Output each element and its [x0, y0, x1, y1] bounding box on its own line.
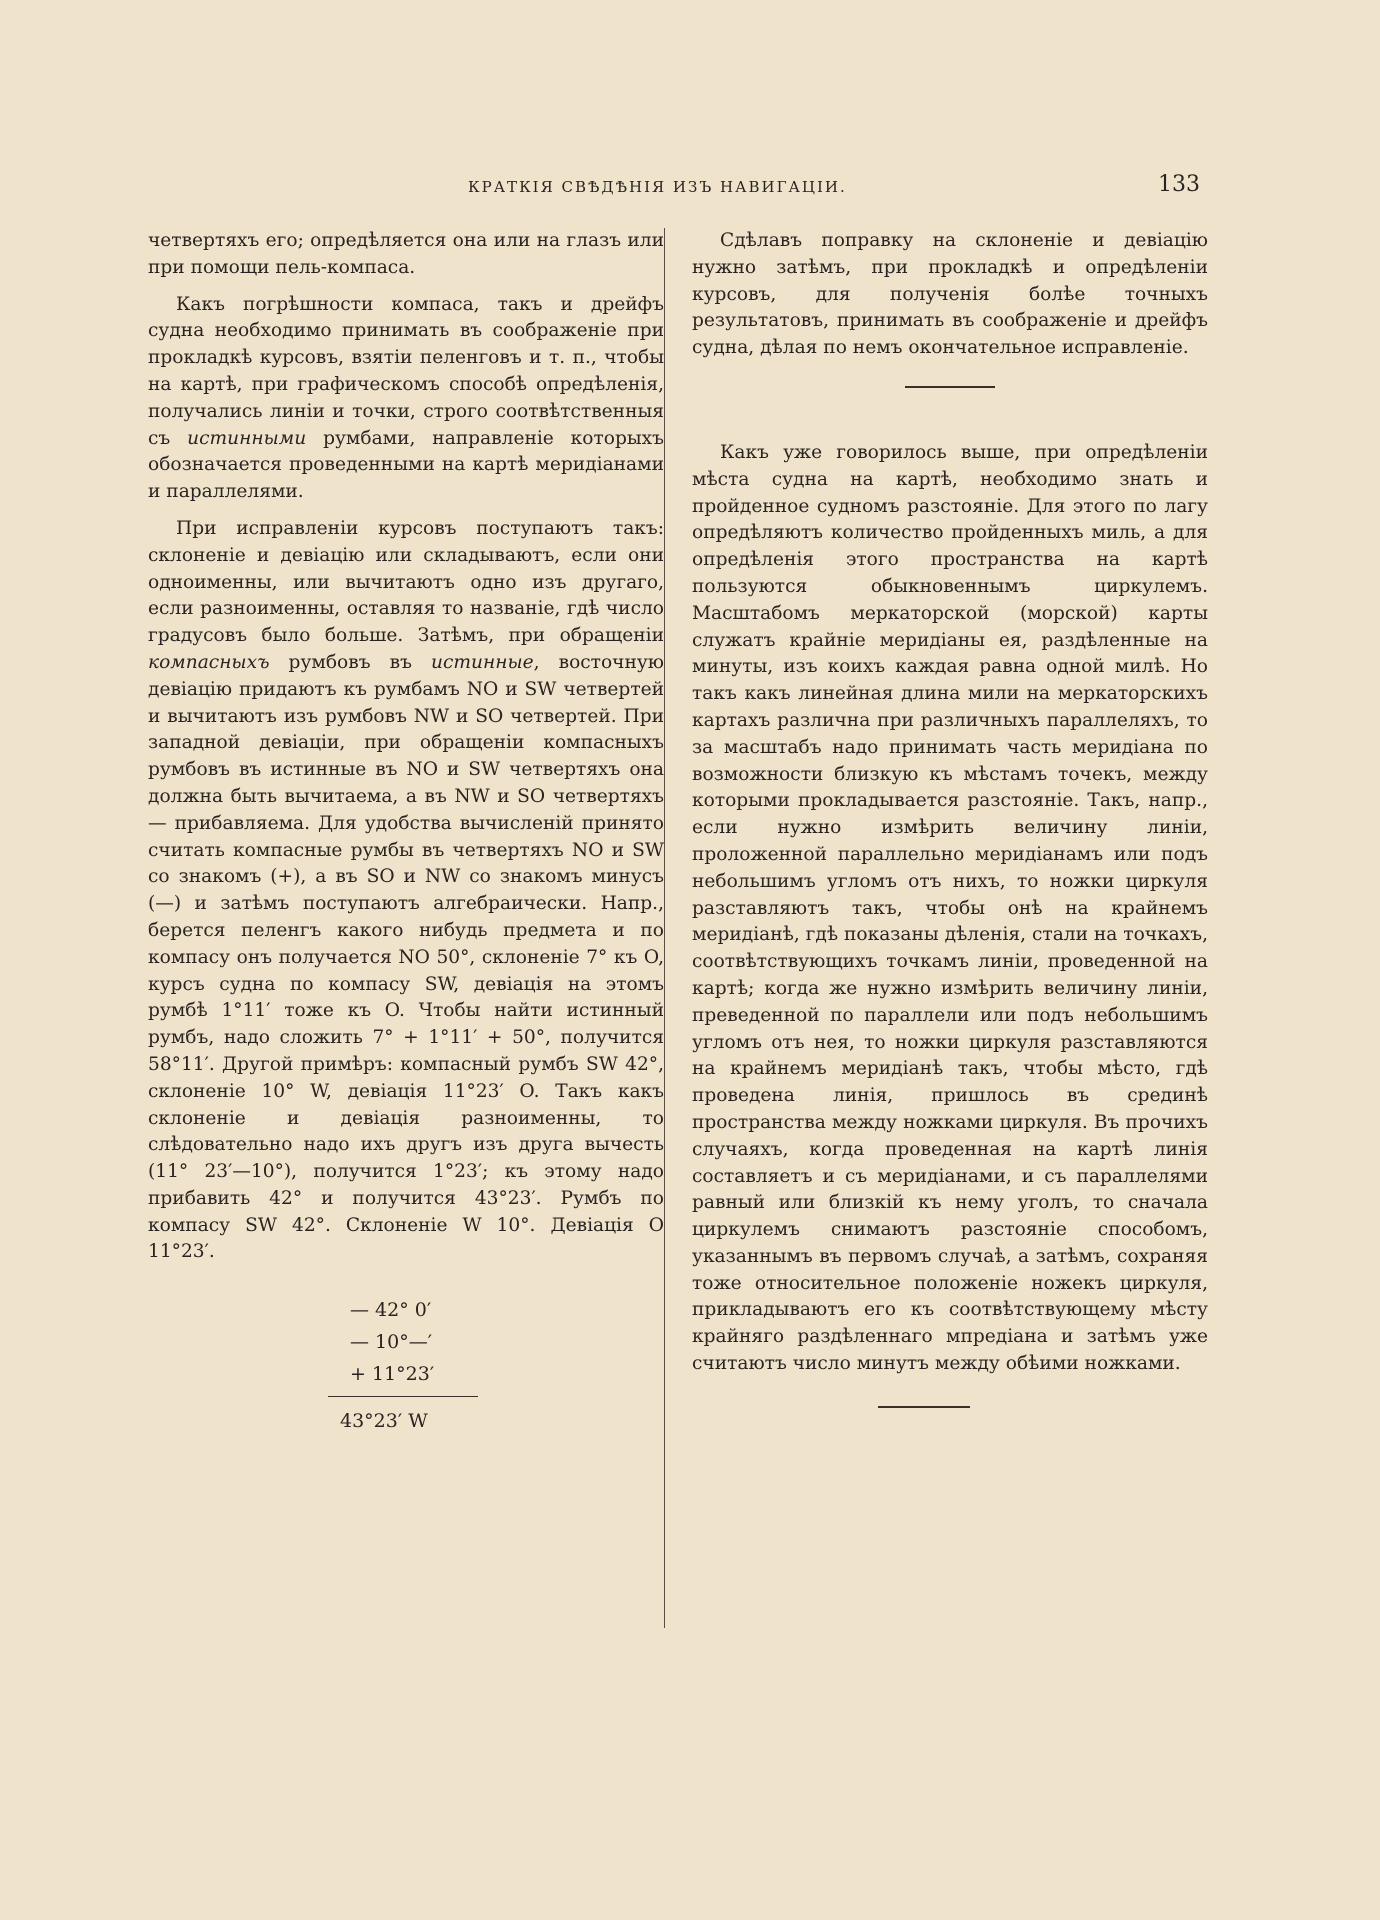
page-header [148, 172, 1200, 206]
end-rule [878, 1406, 970, 1408]
paragraph: Какъ уже говорилось выше, при опредѣленіи мѣста судна на картѣ, необходимо знать и пройденное судномъ разстояніе. Для этого по лагу опредѣляютъ количество пройденныхъ миль, а для опредѣленія этого пространства на картѣ пользуются обыкновеннымъ циркулемъ. Масштабомъ меркаторской (морской) карты служатъ крайніе меридіаны ея, раздѣленные на минуты, изъ коихъ каждая равна одной милѣ. Но такъ какъ линейная длина мили на меркаторскихъ картахъ различна при различныхъ параллеляхъ, то за масштабъ надо принимать часть меридіана по возможности близкую къ мѣстамъ точекъ, между которыми прокладывается разстояніе. Такъ, напр., если нужно измѣрить величину линіи, проложенной параллельно меридіанамъ или подъ небольшимъ угломъ отъ нихъ, то ножки циркуля разставляютъ такъ, чтобы онѣ на крайнемъ меридіанѣ, гдѣ показаны дѣленія, стали на точкахъ, соотвѣтствующихъ точкамъ линіи, проведенной на картѣ; когда же нужно измѣрить величину линіи, преведенной по параллели или подъ небольшимъ угломъ отъ нея, то ножки циркуля разставляются на крайнемъ меридіанѣ такъ, чтобы мѣсто, гдѣ проведена линія, пришлось въ срединѣ пространства между ножками циркуля. Въ прочихъ случаяхъ, когда проведенная на картѣ линія составляетъ и съ меридіанами, и съ параллелями равный или близкій къ нему уголъ, то сначала циркулемъ снимаютъ разстояніе способомъ, указаннымъ въ первомъ случаѣ, а затѣмъ, сохраняя тоже относительное положеніе ножекъ циркуля, прикладываютъ его къ соотвѣтствующему мѣсту крайняго раздѣленнаго мпредіана и затѣмъ уже считаютъ число минутъ между обѣими ножками. [692, 441, 1208, 1375]
right-column [692, 228, 1208, 1408]
column-divider [664, 228, 665, 1628]
calc-line: — 42° 0′ [350, 1299, 432, 1322]
left-column [148, 228, 664, 1437]
paragraph: Сдѣлавъ поправку на склоненіе и девіацію нужно затѣмъ, при прокладкѣ и опредѣленіи курсовъ, для полученія болѣе точныхъ результатовъ, принимать въ соображеніе и дрейфъ судна, дѣлая по немъ окончательное исправленіе. [692, 230, 1208, 359]
paragraph: Какъ погрѣшности компаса, такъ и дрейфъ судна необходимо принимать въ соображеніе при прокладкѣ курсовъ, взятіи пеленговъ и т. п., чтобы на картѣ, при графическомъ способѣ опредѣленія, получались линіи и точки, строго соотвѣтственныя съ истинными румбами, направленіе которыхъ обозначается проведенными на картѣ меридіанами и параллелями. [148, 293, 664, 503]
running-title: КРАТКІЯ СВѢДѢНІЯ ИЗЪ НАВИГАЦІИ. [468, 178, 847, 196]
calc-rule [328, 1396, 478, 1397]
paragraph: четвертяхъ его; опредѣляется она или на глазъ или при помощи пель-компаса. [148, 230, 664, 278]
paragraph: При исправленіи курсовъ поступаютъ такъ: склоненіе и девіацію или складываютъ, если они одноименны, или вычитаютъ одно изъ другаго, если разноименны, оставляя то названіе, гдѣ число градусовъ было больше. Затѣмъ, при обращеніи компасныхъ румбовъ въ истинные, восточную девіацію придаютъ къ румбамъ NO и SW четвертей и вычитаютъ изъ румбовъ NW и SO четвертей. При западной девіаціи, при обращеніи компасныхъ румбовъ въ истинные въ NO и SW четвертяхъ она должна быть вычитаема, а въ NW и SO четвертяхъ — прибавляема. Для удобства вычисленій принято считать компасные румбы въ четвертяхъ NO и SW со знакомъ (+), а въ SO и NW со знакомъ минусъ (—) и затѣмъ поступаютъ алгебраически. Напр., берется пеленгъ какого нибудь предмета и по компасу онъ получается NO 50°, склоненіе 7° къ O, курсъ судна по компасу SW, девіація на этомъ румбѣ 1°11′ тоже къ O. Чтобы найти истинный румбъ, надо сложить 7° + 1°11′ + 50°, получится 58°11′. Другой примѣръ: компасный румбъ SW 42°, склоненіе 10° W, девіація 11°23′ O. Такъ какъ склоненіе и девіація разноименны, то слѣдовательно надо ихъ другъ изъ друга вычесть (11° 23′—10°), получится 1°23′; къ этому надо прибавить 42° и получится 43°23′. Румбъ по компасу SW 42°. Склоненіе W 10°. Девіація O 11°23′. [148, 517, 664, 1263]
calculation [340, 1294, 664, 1437]
section-rule [905, 386, 995, 388]
calc-total: 43°23′ W [340, 1410, 428, 1433]
calc-line: + 11°23′ [350, 1363, 435, 1386]
calc-line: — 10°—′ [350, 1331, 433, 1354]
page-number: 133 [1158, 172, 1200, 197]
